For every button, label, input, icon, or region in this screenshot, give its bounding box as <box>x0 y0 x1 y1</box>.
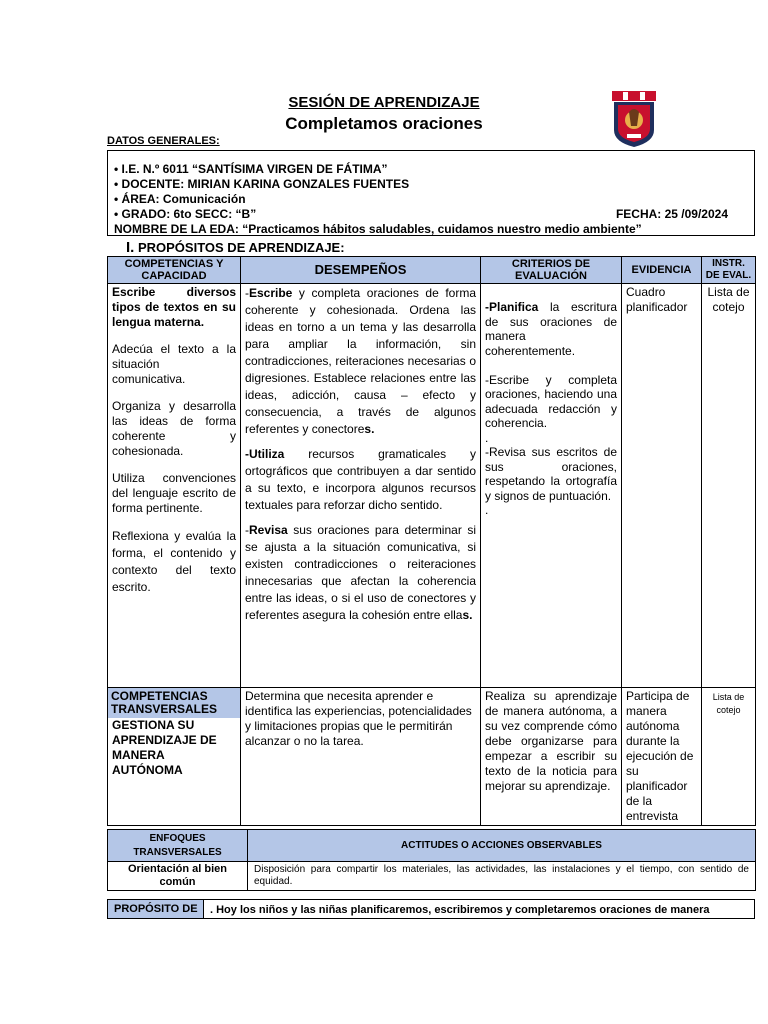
general-data-label: DATOS GENERALES: <box>107 135 220 147</box>
transversal-evidencia-cell: Participa de manera autónoma durante la ejecución de su planificador de la entrevista <box>622 688 702 826</box>
capacidad-item: Organiza y desarrolla las ideas de forma coherente y cohesionada. <box>112 399 236 458</box>
capacidad-item: Reflexiona y evalúa la forma, el contenido y contexto del texto escrito. <box>112 529 236 594</box>
table-row <box>108 862 756 891</box>
header-desempenos: DESEMPEÑOS <box>241 257 481 284</box>
criterios-cell <box>481 284 622 688</box>
eda-line: NOMBRE DE LA EDA: “Practicamos hábitos saludables, cuidamos nuestro medio ambiente” <box>114 222 642 236</box>
document-title: SESIÓN DE APRENDIZAJE <box>288 94 480 111</box>
general-data-box <box>107 150 755 236</box>
desempeno-item: -Escribe y completa oraciones de forma coherente y cohesionada. Ordena las ideas en torno a un tema y las desarrolla para ampliar la información, sin contradicciones, reiteraciones necesarias o digresiones. Establece relaciones entre las ideas, adicción, causa – efecto y consecuencia, a través de algunos referentes y conectores. <box>245 286 476 436</box>
criterio-item: -Revisa sus escritos de sus oraciones, respetando la ortografía y signos de puntuación. <box>485 445 617 503</box>
header-criterios: CRITERIOS DE EVALUACIÓN <box>481 257 622 284</box>
transversal-row <box>108 688 756 826</box>
actitud-cell: Disposición para compartir los materiales, las actividades, las instalaciones y el tiempo, con sentido de equidad. <box>248 862 756 891</box>
desempeno-item: -Revisa sus oraciones para determinar si se ajusta a la situación comunicativa, si existen contradicciones o reiteraciones innecesarias que afectan la coherencia entre las ideas, o si el uso de conectores y referentes asegura la cohesión entre ellas. <box>245 523 476 622</box>
desempenos-cell <box>241 284 481 688</box>
date-text: FECHA: 25 /09/2024 <box>615 207 728 221</box>
enfoques-header: ENFOQUES TRANSVERSALES <box>108 830 248 862</box>
competencia-cell <box>108 284 241 688</box>
criterio-item: -Planifica la escritura de sus oraciones de manera coherentemente. <box>485 300 617 358</box>
purposes-heading <box>126 239 345 256</box>
table-header-row <box>108 257 756 284</box>
transversal-criterio-cell: Realiza su aprendizaje de manera autónoma, a su vez comprende cómo debe organizarse para empezar a escribir su texto de la noticia para mejorar su aprendizaje. <box>481 688 622 826</box>
criterio-item: -Escribe y completa oraciones, haciendo una adecuada redacción y coherencia. <box>485 372 617 430</box>
criterio-dot: . <box>485 503 489 517</box>
criterio-dot: . <box>485 430 489 445</box>
actitudes-header: ACTITUDES O ACCIONES OBSERVABLES <box>248 830 756 862</box>
transversal-instrumento-cell: Lista de cotejo <box>702 688 756 826</box>
instrumento-cell: Lista de cotejo <box>702 284 756 688</box>
competencia-title: Escribe diversos tipos de textos en su lengua materna. <box>112 285 236 329</box>
header-instrumento: INSTR. DE EVAL. <box>702 257 756 284</box>
document-subtitle: Completamos oraciones <box>285 114 483 133</box>
grade-text: • GRADO: 6to SECC: “B” <box>114 207 257 221</box>
header-evidencia: EVIDENCIA <box>622 257 702 284</box>
general-label-colon: : <box>216 135 220 147</box>
section-number: I. <box>126 239 135 256</box>
learning-purposes-table <box>107 256 756 826</box>
transversal-competencia: GESTIONA SU APRENDIZAJE DE MANERA AUTÓNOMA <box>112 718 217 777</box>
school-crest-icon <box>611 90 657 148</box>
transversal-heading: COMPETENCIAS TRANSVERSALES <box>108 688 240 718</box>
transversal-desempeno-cell: Determina que necesita aprender e identifica las experiencias, potencialidades y limitaciones propias que le permitirán alcanzar o no la tarea. <box>241 688 481 826</box>
desempeno-item: -Utiliza recursos gramaticales y ortográficos que contribuyen a dar sentido a su texto, e incorpora algunos recursos textuales para reforzar dicho sentido. <box>245 447 476 512</box>
enfoques-table <box>107 829 756 891</box>
school-line: • I.E. N.º 6011 “SANTÍSIMA VIRGEN DE FÁTIMA” <box>114 162 388 176</box>
purpose-text: . Hoy los niños y las niñas planificaremos, escribiremos y completaremos oraciones de manera <box>210 904 710 916</box>
enfoques-header-row <box>108 830 756 862</box>
evidencia-cell: Cuadro planificador <box>622 284 702 688</box>
grade-line <box>114 207 748 222</box>
teacher-line: • DOCENTE: MIRIAN KARINA GONZALES FUENTES <box>114 177 410 191</box>
purpose-row <box>107 899 755 919</box>
enfoque-cell: Orientación al bien común <box>108 862 248 891</box>
purpose-label: PROPÓSITO DE <box>108 900 204 918</box>
purposes-heading-text: PROPÓSITOS DE APRENDIZAJE: <box>137 240 345 255</box>
table-row <box>108 284 756 688</box>
transversal-competencia-cell <box>108 688 241 826</box>
capacidad-item: Utiliza convenciones del lenguaje escrito de forma pertinente. <box>112 471 236 515</box>
capacidad-item: Adecúa el texto a la situación comunicativa. <box>112 342 236 386</box>
header-competencias: COMPETENCIAS Y CAPACIDAD <box>108 257 241 284</box>
area-line: • ÁREA: Comunicación <box>114 192 246 206</box>
